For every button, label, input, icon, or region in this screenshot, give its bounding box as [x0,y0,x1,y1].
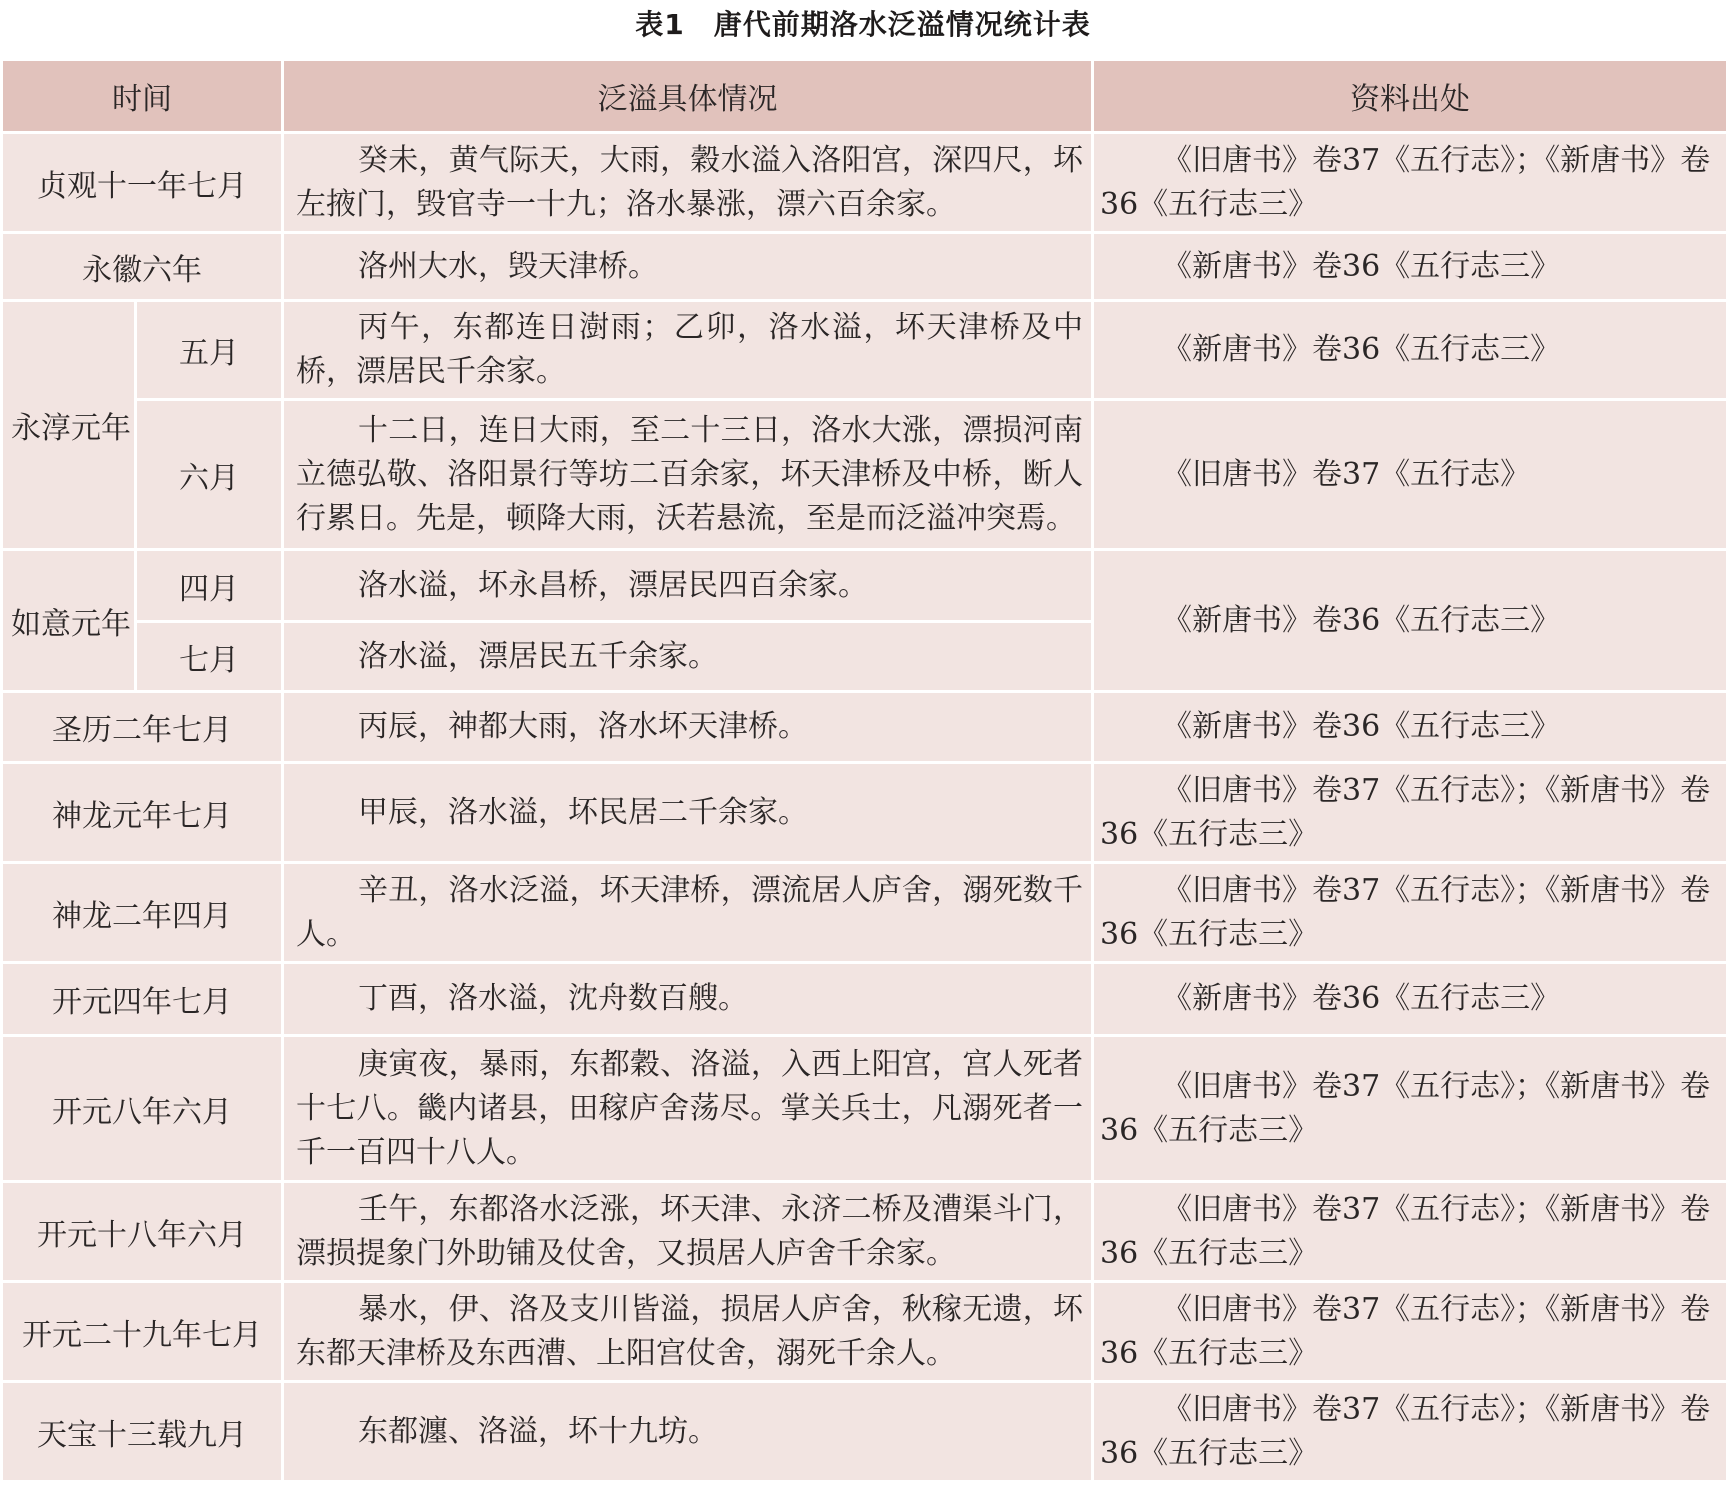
table-row [2,1036,1726,1182]
detail-cell: 庚寅夜，暴雨，东都穀、洛溢，入西上阳宫，宫人死者十七八。畿内诸县，田稼庐舍荡尽。掌关兵士，凡溺死者一千一百四十八人。 [283,1036,1093,1182]
flood-table [0,58,1726,1483]
time-cell: 贞观十一年七月 [2,133,283,233]
time-cell: 开元二十九年七月 [2,1282,283,1382]
table-row [2,1382,1726,1482]
time-cell: 开元十八年六月 [2,1182,283,1282]
time-cell: 开元八年六月 [2,1036,283,1182]
detail-cell: 丙午，东都连日澍雨；乙卯，洛水溢，坏天津桥及中桥，漂居民千余家。 [283,301,1093,400]
time-cell: 神龙二年四月 [2,863,283,963]
year-cell: 永淳元年 [2,301,136,550]
table-title: 表1 唐代前期洛水泛溢情况统计表 [635,8,1091,41]
detail-cell: 十二日，连日大雨，至二十三日，洛水大涨，漂损河南立德弘敬、洛阳景行等坊二百余家，坏天津桥及中桥，断人行累日。先是，顿降大雨，沃若悬流，至是而泛溢冲突焉。 [283,400,1093,550]
detail-cell: 洛水溢，坏永昌桥，漂居民四百余家。 [283,550,1093,622]
source-cell: 《新唐书》卷36《五行志三》 [1093,963,1726,1036]
table-row [2,692,1726,763]
source-cell: 《旧唐书》卷37《五行志》；《新唐书》卷36《五行志三》 [1093,763,1726,863]
table-row [2,301,1726,400]
source-cell: 《旧唐书》卷37《五行志》；《新唐书》卷36《五行志三》 [1093,1182,1726,1282]
source-cell: 《旧唐书》卷37《五行志》；《新唐书》卷36《五行志三》 [1093,133,1726,233]
header-row [2,60,1726,133]
time-cell: 圣历二年七月 [2,692,283,763]
detail-cell: 辛丑，洛水泛溢，坏天津桥，漂流居人庐舍，溺死数千人。 [283,863,1093,963]
month-cell: 七月 [136,622,283,692]
source-cell: 《新唐书》卷36《五行志三》 [1093,550,1726,692]
source-cell: 《旧唐书》卷37《五行志》 [1093,400,1726,550]
table-row [2,550,1726,622]
source-cell: 《新唐书》卷36《五行志三》 [1093,692,1726,763]
time-cell: 神龙元年七月 [2,763,283,863]
month-cell: 五月 [136,301,283,400]
detail-cell: 暴水，伊、洛及支川皆溢，损居人庐舍，秋稼无遗，坏东都天津桥及东西漕、上阳宫仗舍，溺死千余人。 [283,1282,1093,1382]
header-source: 资料出处 [1093,60,1726,133]
source-cell: 《旧唐书》卷37《五行志》；《新唐书》卷36《五行志三》 [1093,863,1726,963]
detail-cell: 甲辰，洛水溢，坏民居二千余家。 [283,763,1093,863]
source-cell: 《旧唐书》卷37《五行志》；《新唐书》卷36《五行志三》 [1093,1282,1726,1382]
header-detail: 泛溢具体情况 [283,60,1093,133]
time-cell: 开元四年七月 [2,963,283,1036]
time-cell: 天宝十三载九月 [2,1382,283,1482]
detail-cell: 壬午，东都洛水泛涨，坏天津、永济二桥及漕渠斗门，漂损提象门外助铺及仗舍，又损居人庐舍千余家。 [283,1182,1093,1282]
source-cell: 《新唐书》卷36《五行志三》 [1093,301,1726,400]
month-cell: 六月 [136,400,283,550]
time-cell: 永徽六年 [2,233,283,301]
source-cell: 《旧唐书》卷37《五行志》；《新唐书》卷36《五行志三》 [1093,1382,1726,1482]
table-row [2,233,1726,301]
detail-cell: 洛水溢，漂居民五千余家。 [283,622,1093,692]
table-row [2,1182,1726,1282]
table-row [2,133,1726,233]
table-row [2,763,1726,863]
detail-cell: 丙辰，神都大雨，洛水坏天津桥。 [283,692,1093,763]
source-cell: 《旧唐书》卷37《五行志》；《新唐书》卷36《五行志三》 [1093,1036,1726,1182]
table-row [2,1282,1726,1382]
header-time: 时间 [2,60,283,133]
year-cell: 如意元年 [2,550,136,692]
table-row [2,863,1726,963]
detail-cell: 癸未，黄气际天，大雨，穀水溢入洛阳宫，深四尺，坏左掖门，毁官寺一十九；洛水暴涨，漂六百余家。 [283,133,1093,233]
detail-cell: 丁酉，洛水溢，沈舟数百艘。 [283,963,1093,1036]
table-row [2,400,1726,550]
source-cell: 《新唐书》卷36《五行志三》 [1093,233,1726,301]
detail-cell: 洛州大水，毁天津桥。 [283,233,1093,301]
table-row [2,963,1726,1036]
month-cell: 四月 [136,550,283,622]
detail-cell: 东都瀍、洛溢，坏十九坊。 [283,1382,1093,1482]
